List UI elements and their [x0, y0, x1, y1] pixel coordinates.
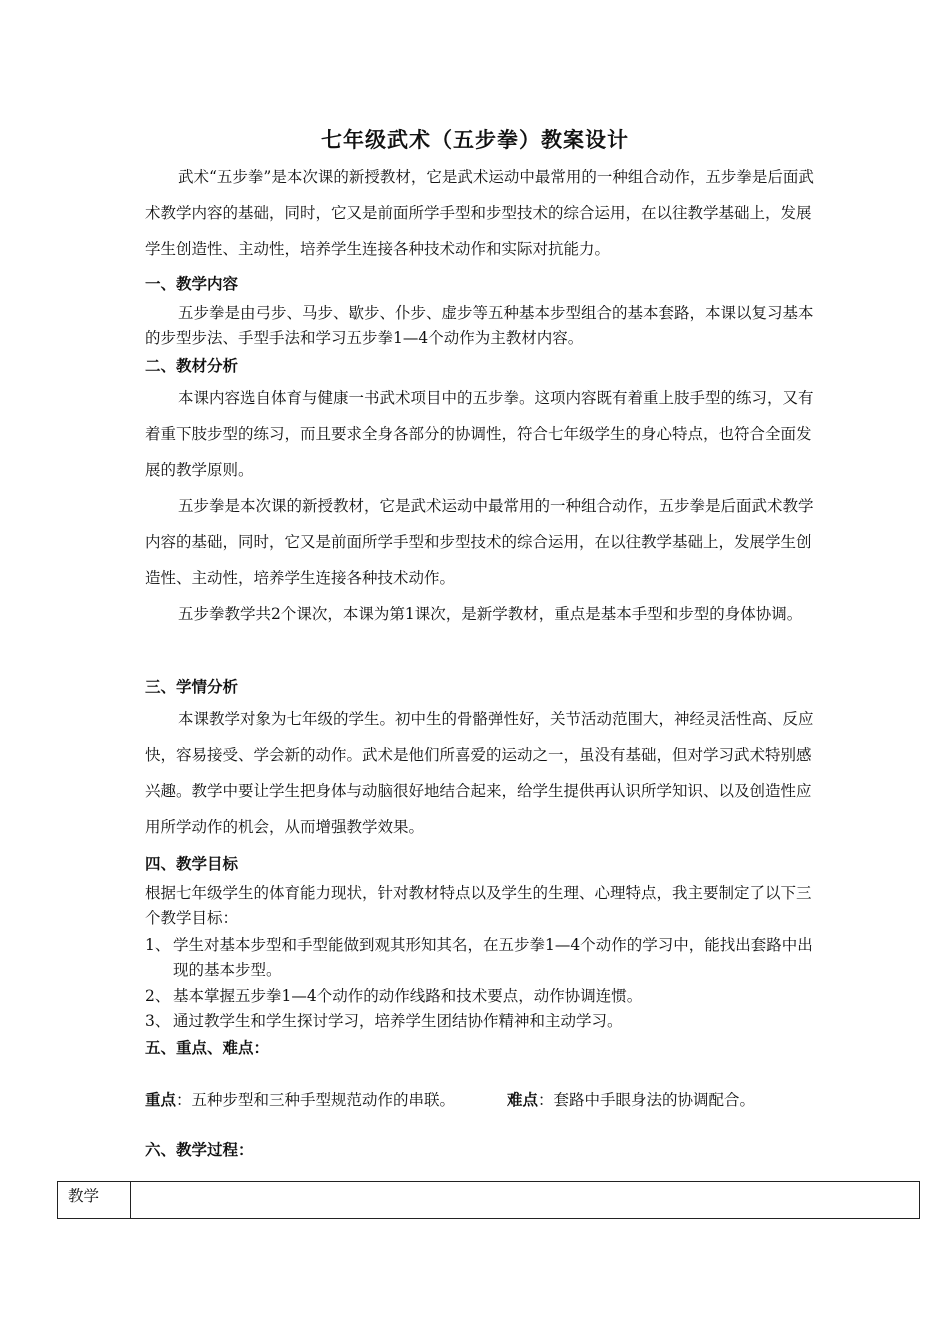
key-point-label: 重点: [145, 1090, 177, 1109]
difficult-point-text: ：套路中手眼身法的协调配合。: [538, 1091, 756, 1109]
intro-paragraph: 武术“五步拳”是本次课的新授教材，它是武术运动中最常用的一种组合动作，五步拳是后面武术教学内容的基础，同时，它又是前面所学手型和步型技术的综合运用，在以往教学基础上，发展学生创造性、主动性，培养学生连接各种技术动作和实际对抗能力。: [145, 168, 814, 258]
table-row: [58, 1182, 920, 1219]
objectives-lead: 根据七年级学生的体育能力现状，针对教材特点以及学生的生理、心理特点，我主要制定了以下三个教学目标：: [145, 884, 812, 927]
objective-text: 基本掌握五步拳1—4个动作的动作线路和技术要点，动作协调连惯。: [173, 987, 643, 1005]
teaching-process-table: [57, 1181, 920, 1219]
content-paragraph: 五步拳是由弓步、马步、歇步、仆步、虚步等五种基本步型组合的基本套路，本课以复习基本的步型步法、手型手法和学习五步拳1—4个动作为主教材内容。: [145, 304, 814, 347]
material-analysis-paragraph-3: 五步拳教学共2个课次，本课为第1课次，是新学教材，重点是基本手型和步型的身体协调。: [178, 605, 803, 623]
objective-number: 1、: [145, 936, 171, 954]
student-analysis-paragraph: 本课教学对象为七年级的学生。初中生的骨骼弹性好，关节活动范围大，神经灵活性高、反应快，容易接受、学会新的动作。武术是他们所喜爱的运动之一，虽没有基础，但对学习武术特别感兴趣。教学中要让学生把身体与动脑很好地结合起来，给学生提供再认识所学知识、以及创造性应用所学动作的机会，从而增强教学效果。: [145, 710, 814, 836]
objective-item: [145, 984, 815, 1009]
table-cell-label: 教学: [58, 1182, 131, 1219]
key-difficult-line: [145, 1088, 755, 1110]
objective-text: 通过教学生和学生探讨学习，培养学生团结协作精神和主动学习。: [173, 1012, 623, 1030]
section-heading-objectives: 四、教学目标: [145, 854, 239, 873]
objective-item: [145, 933, 815, 983]
objective-number: 3、: [145, 1012, 171, 1030]
section-heading-content: 一、教学内容: [145, 274, 239, 293]
key-point-text: ：五种步型和三种手型规范动作的串联。: [176, 1091, 456, 1109]
material-analysis-paragraph-1: 本课内容选自体育与健康一书武术项目中的五步拳。这项内容既有着重上肢手型的练习，又有着重下肢步型的练习，而且要求全身各部分的协调性，符合七年级学生的身心特点，也符合全面发展的教学原则。: [145, 389, 814, 479]
table-cell-empty: [131, 1182, 920, 1219]
section-heading-process: 六、教学过程：: [145, 1140, 254, 1159]
section-heading-key-points: 五、重点、难点：: [145, 1038, 270, 1057]
material-analysis-paragraph-2: 五步拳是本次课的新授教材，它是武术运动中最常用的一种组合动作，五步拳是后面武术教学内容的基础，同时，它又是前面所学手型和步型技术的综合运用，在以往教学基础上，发展学生创造性、主动性，培养学生连接各种技术动作。: [145, 497, 814, 587]
objective-number: 2、: [145, 987, 171, 1005]
document-title: 七年级武术（五步拳）教案设计: [321, 127, 629, 152]
objective-text: 学生对基本步型和手型能做到观其形知其名，在五步拳1—4个动作的学习中，能找出套路中出现的基本步型。: [173, 936, 813, 979]
section-heading-student-analysis: 三、学情分析: [145, 677, 239, 696]
objective-item: [145, 1009, 815, 1034]
difficult-point-label: 难点: [507, 1090, 539, 1109]
section-heading-material-analysis: 二、教材分析: [145, 356, 239, 375]
